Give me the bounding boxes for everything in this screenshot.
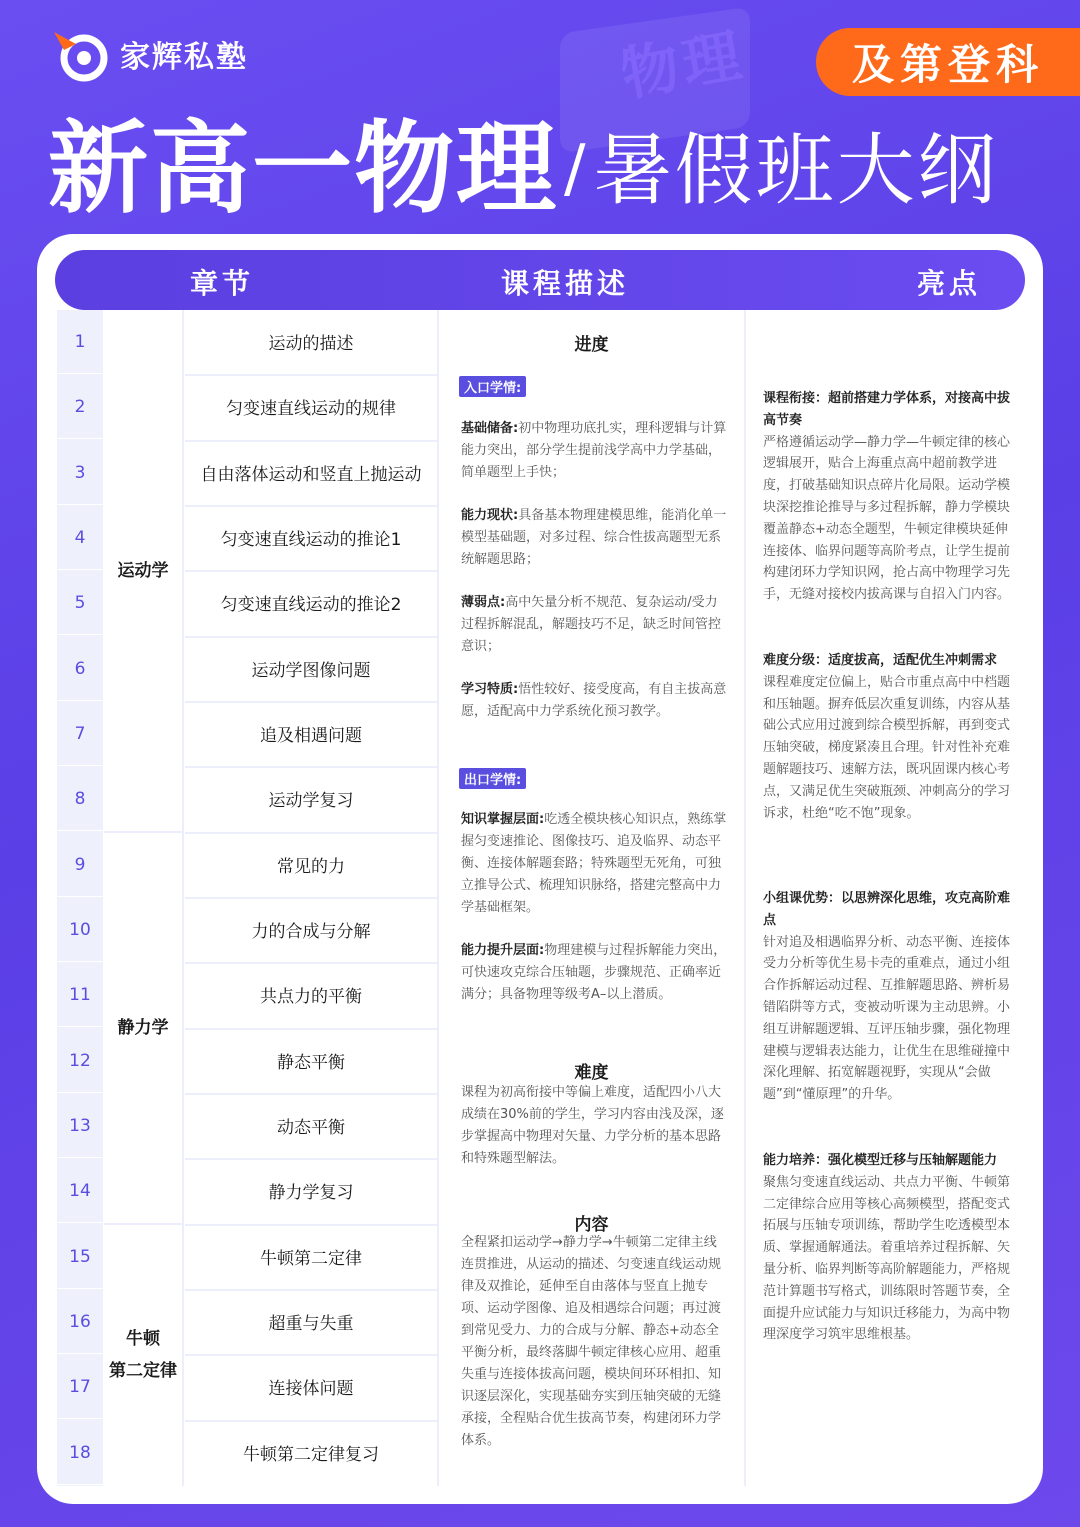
highlight-title: 课程衔接：超前搭建力学体系，对接高中拔高节奏 (763, 391, 1011, 428)
chapter-kinematics: 运动学 (117, 561, 169, 581)
lesson-title: 匀变速直线运动的推论2 (185, 571, 437, 634)
title-main: 新高一物理 (48, 110, 558, 227)
lesson-title: 匀变速直线运动的推论1 (185, 506, 437, 569)
lesson-number: 6 (57, 637, 103, 701)
row-divider (185, 1420, 437, 1422)
syllabus-card (37, 234, 1043, 1504)
highlight-text: 聚焦匀变速直线运动、共点力平衡、牛顿第二定律综合应用等核心高频模型，搭配变式拓展与压轴专项训练，帮助学生吃透模型本质、掌握通解通法。着重培养过程拆解、矢量分析、临界判断等高阶解题能力，严格规范计算题书写格式，训练限时答题节奏，全面提升应试能力与知识迁移能力，为高中物理深度学习筑牢思维根基。 (763, 1174, 1011, 1343)
lesson-number: 14 (57, 1159, 103, 1223)
lesson-number: 5 (57, 571, 103, 635)
highlight-title: 小组课优势：以思辨深化思维，攻克高阶难点 (763, 891, 1011, 928)
row-divider (185, 440, 437, 442)
lesson-number: 15 (57, 1225, 103, 1289)
header-highlights: 亮点 (917, 267, 982, 300)
exit-tag: 出口学情: (459, 768, 526, 789)
highlights-column (746, 310, 1027, 1486)
lesson-title: 运动的描述 (185, 310, 437, 373)
row-divider (185, 897, 437, 899)
row-divider (185, 1093, 437, 1095)
row-divider (185, 962, 437, 964)
highlight-title: 能力培养：强化模型迁移与压轴解题能力 (763, 1153, 998, 1168)
entry-tag-wrap (439, 376, 526, 397)
title-slash: / (564, 132, 586, 206)
exit-label: 知识掌握层面: (461, 812, 545, 827)
lesson-title: 追及相遇问题 (185, 702, 437, 765)
brand-logo-icon (50, 26, 112, 82)
lesson-number: 11 (57, 963, 103, 1027)
row-divider (185, 1289, 437, 1291)
highlight-item (763, 1150, 1015, 1346)
highlight-text: 针对追及相遇临界分析、动态平衡、连接体受力分析等优生易卡壳的重难点，通过小组合作拆解运动过程、互推解题思路、辨析易错陷阱等方式，变被动听课为主动思辨。小组互讲解题逻辑、互评压轴步骤，强化物理建模与逻辑表达能力，让优生在思维碰撞中深化理解、拓宽解题视野，实现从“会做题”到“懂原理”的升华。 (763, 934, 1011, 1103)
entry-label: 薄弱点: (461, 595, 506, 610)
highlight-item (763, 388, 1015, 606)
row-divider (185, 701, 437, 703)
lesson-title: 常见的力 (185, 833, 437, 896)
content-title: 内容 (574, 1215, 609, 1235)
header-description: 课程描述 (501, 267, 630, 300)
lesson-number: 7 (57, 702, 103, 766)
lesson-title-column (185, 310, 437, 1486)
lesson-number: 13 (57, 1094, 103, 1158)
entry-text: 初中物理功底扎实，理科逻辑与计算能力突出，部分学生提前浅学高中力学基础，简单题型上手快； (461, 421, 727, 480)
page-title (48, 100, 999, 227)
highlight-item (763, 650, 1015, 824)
entry-label: 学习特质: (461, 682, 519, 697)
lesson-number: 17 (57, 1355, 103, 1419)
exit-item (461, 809, 729, 919)
lesson-title: 牛顿第二定律 (185, 1225, 437, 1288)
lesson-title: 运动学复习 (185, 767, 437, 830)
exit-text: 吃透全模块核心知识点，熟练掌握匀变速推论、图像技巧、追及临界、动态平衡、连接体解题套路；特殊题型无死角，可独立推导公式、梳理知识脉络，搭建完整高中力学基础框架。 (461, 812, 727, 915)
highlight-text: 课程难度定位偏上，贴合市重点高中中档题和压轴题。摒弃低层次重复训练，内容从基础公式应用过渡到综合模型拆解，再到变式压轴突破，梯度紧凑且合理。针对性补充难题解题技巧、速解方法，既巩固课内核心考点，又满足优生突破瓶颈、冲刺高分的学习诉求，杜绝“吃不饱”现象。 (763, 674, 1011, 821)
row-divider (185, 832, 437, 834)
chapter-newton-line2: 第二定律 (109, 1361, 177, 1381)
entry-item (461, 592, 729, 658)
lesson-title: 匀变速直线运动的规律 (185, 375, 437, 438)
entry-item (461, 505, 729, 571)
lesson-title: 牛顿第二定律复习 (185, 1421, 437, 1484)
lesson-number: 12 (57, 1029, 103, 1093)
column-divider (182, 310, 184, 1486)
row-divider (185, 1224, 437, 1226)
table-header (55, 250, 1025, 310)
row-divider (185, 1158, 437, 1160)
chapter-column (104, 310, 182, 1486)
entry-text: 具备基本物理建模思维，能消化单一模型基础题，对多过程、综合性拔高题型无系统解题思路； (461, 508, 727, 567)
lesson-title: 连接体问题 (185, 1355, 437, 1418)
lesson-title: 静力学复习 (185, 1159, 437, 1222)
exit-item (461, 940, 729, 1006)
entry-label: 基础储备: (461, 421, 519, 436)
chapter-statics: 静力学 (117, 1018, 169, 1038)
lesson-number: 16 (57, 1290, 103, 1354)
header-chapter: 章节 (190, 267, 255, 300)
lesson-title: 超重与失重 (185, 1290, 437, 1353)
lesson-number: 10 (57, 898, 103, 962)
exit-text: 物理建模与过程拆解能力突出，可快速攻克综合压轴题，步骤规范、正确率近满分；具备物理等级考A–以上潜质。 (461, 943, 727, 1002)
lesson-number: 18 (57, 1421, 103, 1485)
lesson-number: 1 (57, 310, 103, 374)
row-divider (185, 1354, 437, 1356)
description-column (439, 310, 744, 1486)
lesson-number: 2 (57, 375, 103, 439)
syllabus-table (57, 310, 1027, 1486)
entry-text: 悟性较好、接受度高，有自主拔高意愿，适配高中力学系统化预习教学。 (461, 682, 727, 719)
lesson-title: 共点力的平衡 (185, 963, 437, 1026)
chapter-newton-line1: 牛顿 (126, 1329, 160, 1349)
lesson-number: 8 (57, 767, 103, 831)
entry-label: 能力现状: (461, 508, 519, 523)
lesson-number-column (57, 310, 103, 1486)
progress-title: 进度 (574, 335, 609, 355)
entry-tag: 入口学情: (459, 376, 526, 397)
entry-item (461, 679, 729, 723)
content-text: 全程紧扣运动学→静力学→牛顿第二定律主线连贯推进，从运动的描述、匀变速直线运动规律及双推论，延伸至自由落体与竖直上抛专项、运动学图像、追及相遇综合问题；再过渡到常见受力、力的合成与分解、静态+动态全平衡分析，最终落脚牛顿定律核心应用、超重失重与连接体拔高问题，模块间环环相扣、知识逐层深化，实现基础夯实到压轴突破的无缝承接，全程贴合优生拔高节奏，构建闭环力学体系。 (461, 1235, 722, 1448)
slogan-badge: 及第登科 (816, 28, 1080, 96)
difficulty-text: 课程为初高衔接中等偏上难度，适配四小八大成绩在30%前的学生，学习内容由浅及深，逐步掌握高中物理对矢量、力学分析的基本思路和特殊题型解法。 (461, 1085, 724, 1166)
highlight-title: 难度分级：适度拔高，适配优生冲刺需求 (763, 653, 998, 668)
lesson-title: 运动学图像问题 (185, 637, 437, 700)
lesson-title: 力的合成与分解 (185, 898, 437, 961)
chapter-newton (104, 1224, 182, 1486)
lesson-title: 静态平衡 (185, 1029, 437, 1092)
lesson-number: 4 (57, 506, 103, 570)
highlight-text: 严格遵循运动学—静力学—牛顿定律的核心逻辑展开，贴合上海重点高中超前教学进度，打破基础知识点碎片化局限。运动学模块深挖推论推导与多过程拆解，静力学模块覆盖静态+动态全题型，牛顿定律模块延伸连接体、临界问题等高阶考点，让学生提前构建闭环力学知识网，抢占高中物理学习先手，无缝对接校内拔高课与自招入门内容。 (763, 434, 1011, 603)
exit-tag-wrap (439, 768, 526, 789)
difficulty-title: 难度 (574, 1063, 609, 1083)
entry-item (461, 418, 729, 484)
lesson-title: 动态平衡 (185, 1094, 437, 1157)
lesson-title: 自由落体运动和竖直上抛运动 (185, 441, 437, 504)
brand-name: 家辉私塾 (120, 40, 248, 75)
entry-text: 高中矢量分析不规范、复杂运动/受力过程拆解混乱，解题技巧不足，缺乏时间管控意识； (461, 595, 722, 654)
highlight-item (763, 888, 1015, 1106)
title-sub: 暑假班大纲 (593, 126, 999, 216)
row-divider (185, 570, 437, 572)
lesson-number: 9 (57, 833, 103, 897)
lesson-number: 3 (57, 441, 103, 505)
row-divider (185, 505, 437, 507)
row-divider (185, 1028, 437, 1030)
row-divider (185, 766, 437, 768)
brand-logo (50, 26, 248, 82)
row-divider (185, 636, 437, 638)
row-divider (185, 374, 437, 376)
decor-physics-text: 物理 (615, 20, 750, 110)
exit-label: 能力提升层面: (461, 943, 545, 958)
